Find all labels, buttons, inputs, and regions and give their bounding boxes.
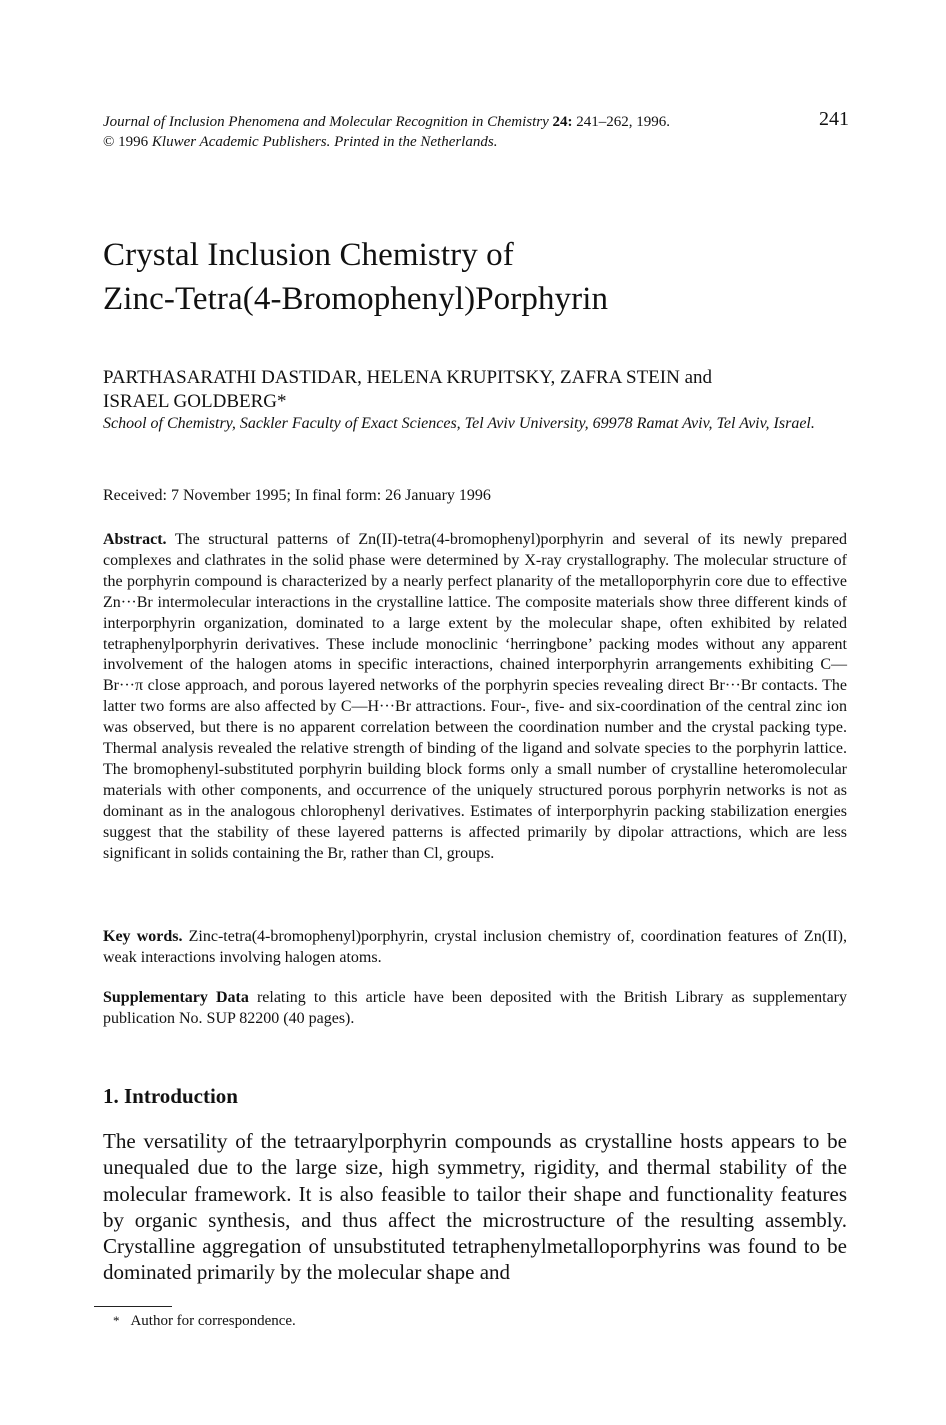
footnote-mark: * bbox=[113, 1313, 120, 1328]
abstract-text: The structural patterns of Zn(II)-tetra(4-bromophenyl)porphyrin and several of its newly prepared complexes and clathrates in the solid phase were determined by X-ray crystallography. The molecular structure of the porphyrin compound is characterized by a nearly perfect planarity of the metalloporphyrin core due to effective Zn···Br intermolecular interactions in the crystalline lattice. The composite materials show three different kinds of interporphyrin organization, dominated to a large extent by the molecular shape, often exhibited by related tetraphenylporphyrin derivatives. These include monoclinic ‘herringbone’ packing modes without any apparent involvement of the halogen atoms in specific interactions, chained interporphyrin arrangements exhibiting C—Br···π close approach, and porous layered networks of the porphyrin species revealing direct Br···Br contacts. The latter two forms are also affected by C—H···Br attractions. Four-, five- and six-coordination of the central zinc ion was observed, but there is no apparent correlation between the coordination number and the crystal packing type. Thermal analysis revealed the relative strength of binding of the ligand and solvate species to the porphyrin lattice. The bromophenyl-substituted porphyrin building block forms only a small number of crystalline heteromolecular materials with other components, and occurrence of the uniquely structured porous porphyrin networks is not as dominant as in the analogous chlorophenyl derivatives. Estimates of interporphyrin packing stabilization energies suggest that the stability of these layered patterns is affected primarily by dipolar attractions, which are less significant in solids containing the Br, rather than Cl, groups. bbox=[103, 531, 847, 862]
journal-citation-line bbox=[103, 112, 670, 132]
keywords bbox=[103, 927, 847, 969]
title-line-1: Crystal Inclusion Chemistry of bbox=[103, 237, 514, 273]
footnote-text: Author for correspondence. bbox=[130, 1313, 296, 1329]
introduction-paragraph: The versatility of the tetraarylporphyrin compounds as crystalline hosts appears to be unequaled due to the large size, high symmetry, rigidity, and thermal stability of the molecular framework. It is also feasible to tailor their shape and functionality features by organic synthesis, and thus affect the microstructure of the resulting assembly. Crystalline aggregation of unsubstituted tetraphenylmetalloporphyrins was found to be dominated primarily by the molecular shape and bbox=[103, 1129, 847, 1285]
article-title bbox=[103, 233, 608, 321]
keywords-text: Zinc-tetra(4-bromophenyl)porphyrin, crystal inclusion chemistry of, coordination features of Zn(II), weak interactions involving halogen atoms. bbox=[103, 928, 848, 966]
author-list bbox=[103, 366, 843, 414]
printed-location: Printed in the Netherlands. bbox=[334, 134, 498, 150]
footnote-rule bbox=[94, 1306, 172, 1307]
abstract bbox=[103, 530, 847, 865]
affiliation: School of Chemistry, Sackler Faculty of Exact Sciences, Tel Aviv University, 69978 Ramat Aviv, Tel Aviv, Israel. bbox=[103, 415, 815, 432]
journal-pages: 241–262, 1996. bbox=[576, 114, 671, 130]
section-heading bbox=[103, 1084, 238, 1109]
supplementary-text: relating to this article have been deposited with the British Library as supplementary publication No. SUP 82200 (40 pages). bbox=[103, 989, 848, 1027]
journal-name: Journal of Inclusion Phenomena and Molecular Recognition in Chemistry bbox=[103, 114, 549, 130]
authors-line-2: ISRAEL GOLDBERG* bbox=[103, 391, 287, 412]
copyright-symbol: © bbox=[103, 134, 115, 150]
received-dates: Received: 7 November 1995; In final form: 26 January 1996 bbox=[103, 487, 491, 504]
authors-line-1: PARTHASARATHI DASTIDAR, HELENA KRUPITSKY, ZAFRA STEIN and bbox=[103, 367, 713, 388]
page-number: 241 bbox=[819, 108, 849, 130]
journal-header bbox=[103, 112, 670, 152]
title-line-2: Zinc-Tetra(4-Bromophenyl)Porphyrin bbox=[103, 281, 609, 317]
section-number: 1. bbox=[103, 1084, 119, 1108]
section-title: Introduction bbox=[124, 1084, 238, 1108]
keywords-label: Key words. bbox=[103, 928, 183, 945]
abstract-label: Abstract. bbox=[103, 531, 167, 548]
journal-volume: 24: bbox=[552, 114, 573, 130]
publisher-name: Kluwer Academic Publishers. bbox=[151, 134, 331, 150]
footnote bbox=[113, 1313, 296, 1330]
supplementary-label: Supplementary Data bbox=[103, 989, 249, 1006]
supplementary-data bbox=[103, 988, 847, 1030]
copyright-line bbox=[103, 132, 670, 152]
copyright-year: 1996 bbox=[118, 134, 149, 150]
